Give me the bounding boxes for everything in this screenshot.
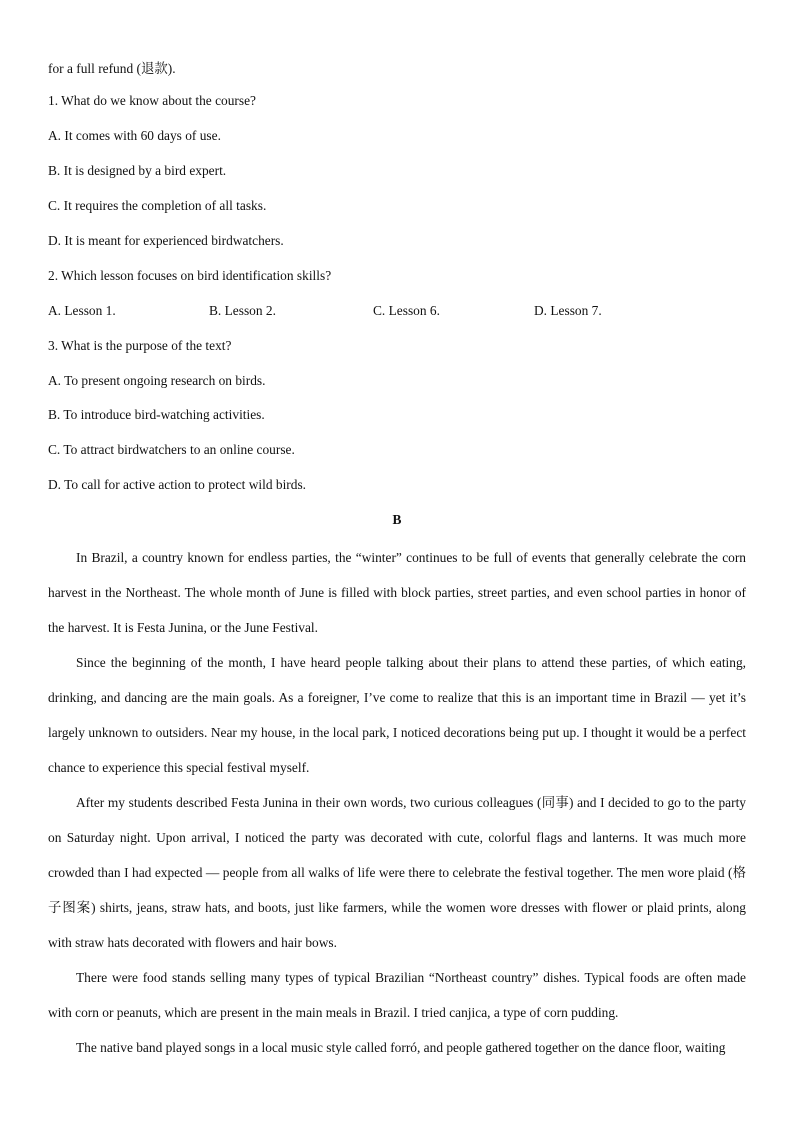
question-3-option-b: B. To introduce bird-watching activities. [48, 407, 265, 422]
question-3-stem: 3. What is the purpose of the text? [48, 338, 232, 353]
question-1-option-d: D. It is meant for experienced birdwatchers. [48, 233, 284, 248]
paragraph-3: After my students described Festa Junina in their own words, two curious colleagues (同事) and I decided to go to the party on Saturday night. Upon arrival, I noticed the party was decorated with cute, colorful flags and lanterns. It was much more crowded than I had expected — people from all walks of life were there to celebrate the festival together. The men wore plaid (格子图案) shirts, jeans, straw hats, and boots, just like farmers, while the women wore dresses with flower or plaid prints, along with straw hats decorated with flowers and hair bows. [48, 795, 746, 950]
paragraph-4: There were food stands selling many types of typical Brazilian “Northeast country” dishes. Typical foods are often made with corn or peanuts, which are present in the main meals in Brazil. I tried canjica, a type of corn pudding. [48, 970, 746, 1020]
paragraph-1: In Brazil, a country known for endless parties, the “winter” continues to be full of events that generally celebrate the corn harvest in the Northeast. The whole month of June is filled with block parties, street parties, and even school parties in honor of the harvest. It is Festa Junina, or the June Festival. [48, 550, 746, 635]
question-2-options [48, 303, 748, 323]
question-2-option-d: D. Lesson 7. [534, 303, 602, 318]
question-2-option-b: B. Lesson 2. [209, 303, 276, 318]
question-2-option-c: C. Lesson 6. [373, 303, 440, 318]
paragraph-2: Since the beginning of the month, I have heard people talking about their plans to attend these parties, of which eating, drinking, and dancing are the main goals. As a foreigner, I’ve come to realize that this is an important time in Brazil — yet it’s largely unknown to outsiders. Near my house, in the local park, I noticed decorations being put up. I thought it would be a perfect chance to experience this special festival myself. [48, 655, 746, 775]
question-3-option-a: A. To present ongoing research on birds. [48, 373, 266, 388]
passage [48, 540, 746, 1065]
intro-tail: for a full refund (退款). [48, 61, 176, 76]
question-1-option-c: C. It requires the completion of all tasks. [48, 198, 267, 213]
paragraph-5: The native band played songs in a local music style called forró, and people gathered together on the dance floor, waiting [76, 1040, 726, 1055]
question-2-option-a: A. Lesson 1. [48, 303, 116, 318]
section-heading: B [392, 512, 402, 527]
question-3-option-c: C. To attract birdwatchers to an online course. [48, 442, 295, 457]
question-1-option-b: B. It is designed by a bird expert. [48, 163, 227, 178]
question-2-stem: 2. Which lesson focuses on bird identification skills? [48, 268, 332, 283]
question-1-stem: 1. What do we know about the course? [48, 93, 256, 108]
question-3-option-d: D. To call for active action to protect wild birds. [48, 477, 306, 492]
question-1-option-a: A. It comes with 60 days of use. [48, 128, 221, 143]
